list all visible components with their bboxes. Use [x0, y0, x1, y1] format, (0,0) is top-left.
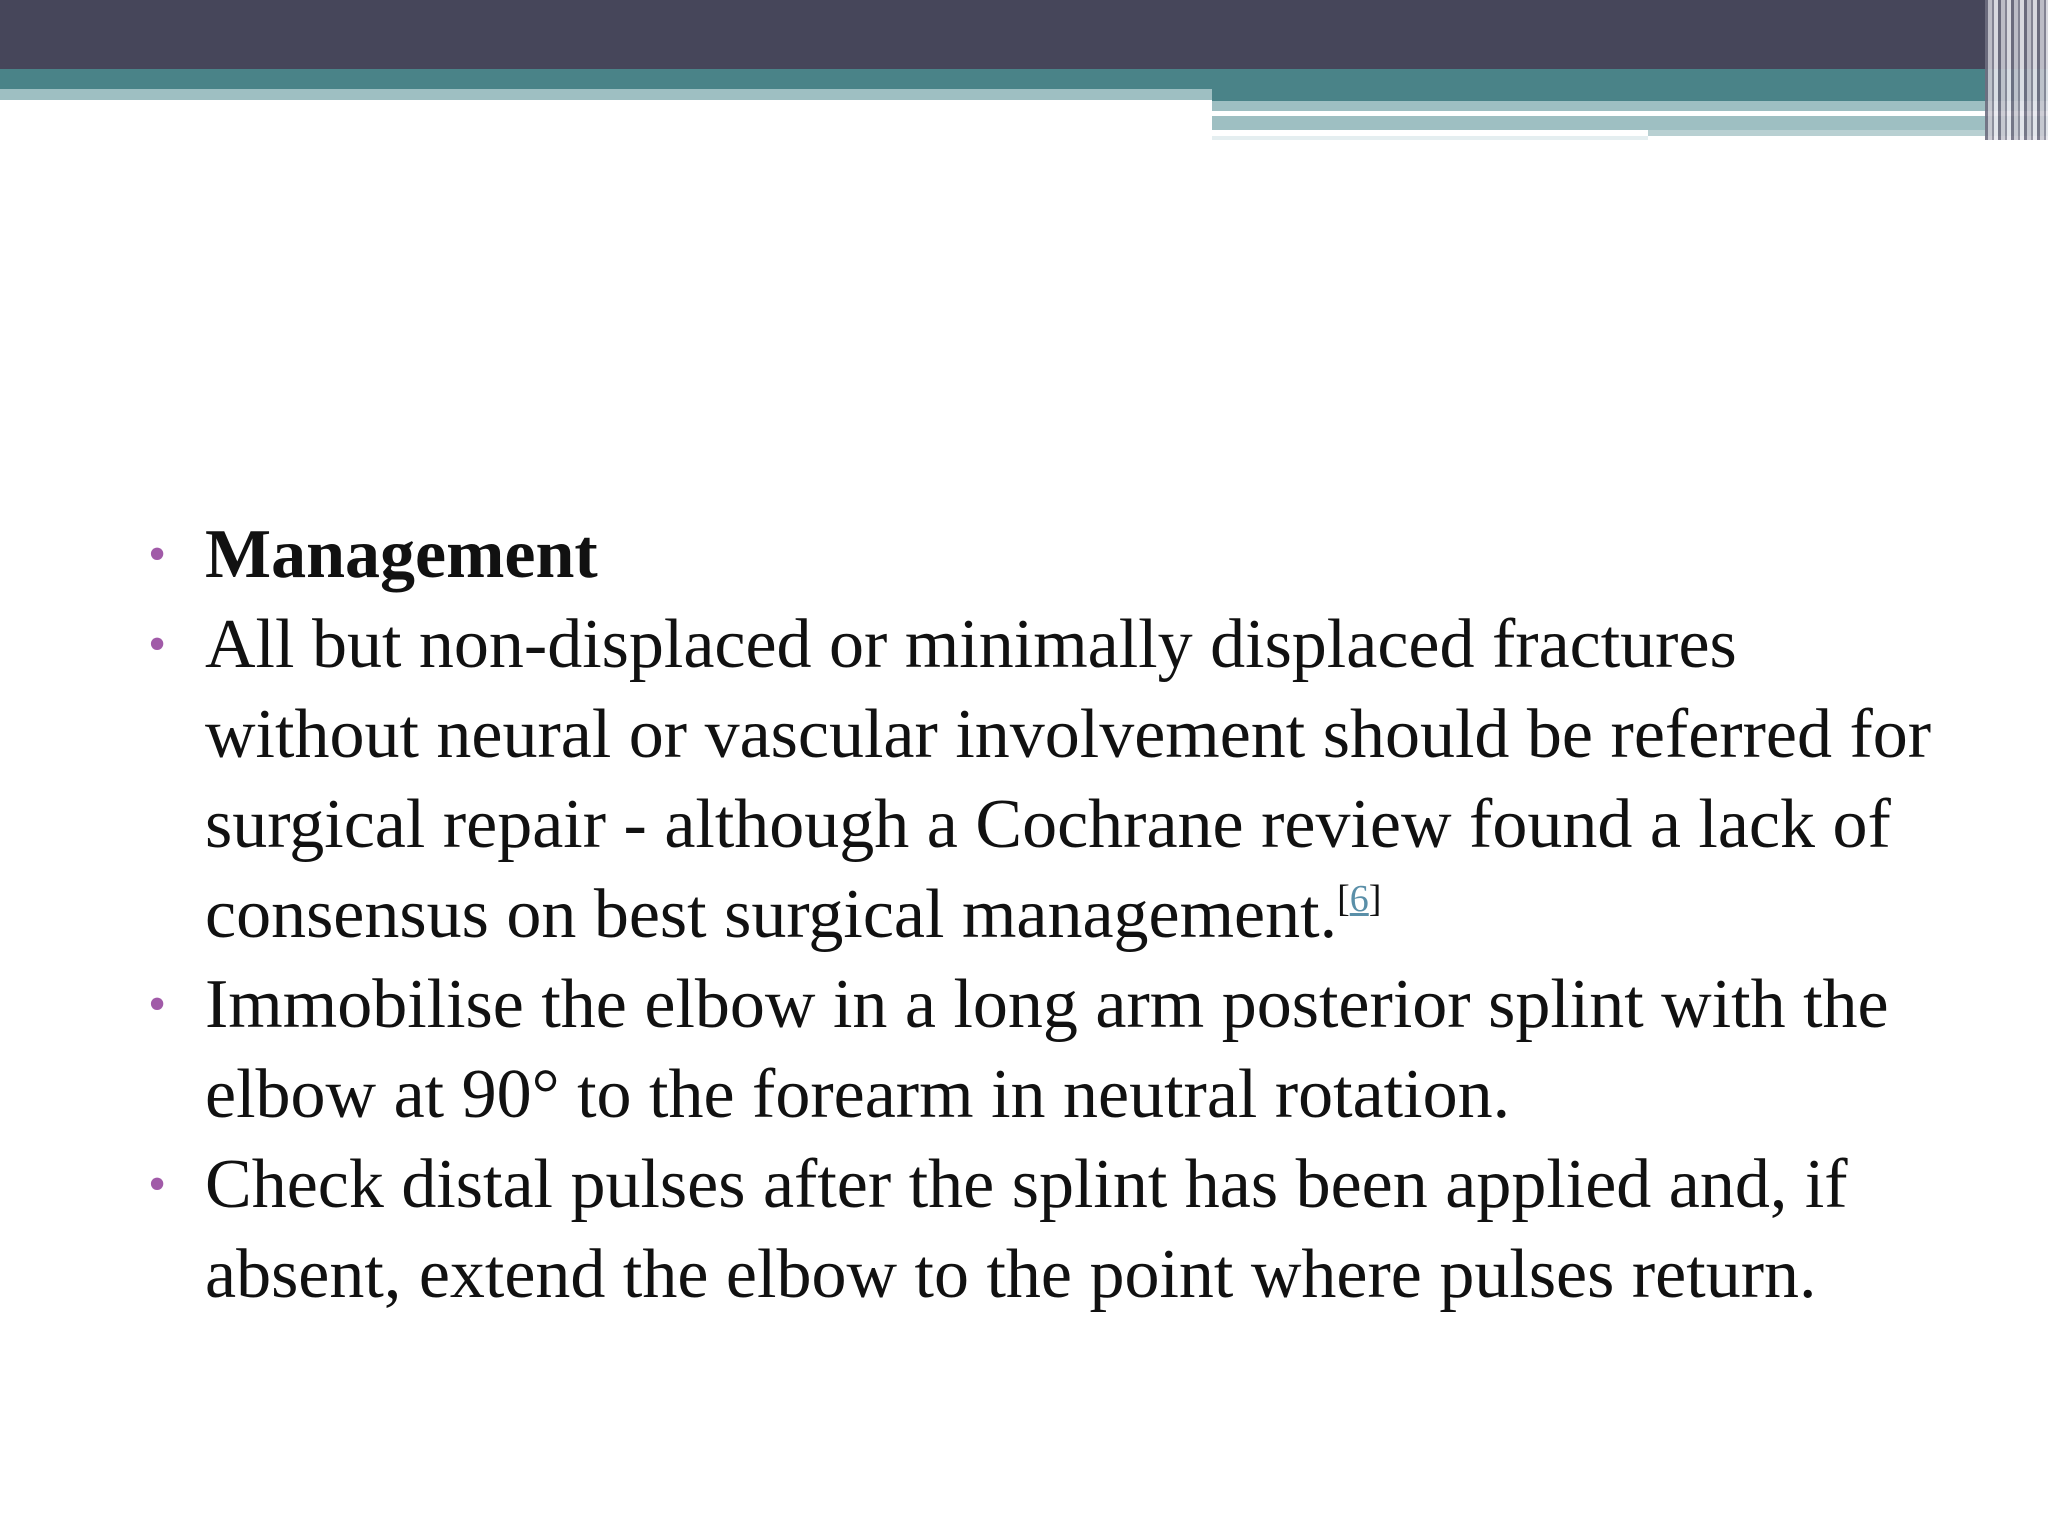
header-band-light-left — [0, 89, 1212, 100]
reference-bracket-close: ] — [1368, 878, 1382, 920]
bullet-item-referral — [140, 600, 1940, 960]
header-band-light-right — [1212, 101, 2048, 111]
header-edge-stripes — [1985, 0, 2048, 140]
bullet-item-management — [140, 510, 1940, 600]
section-heading: Management — [205, 516, 598, 593]
reference-link[interactable]: 6 — [1349, 878, 1369, 920]
header-band-teal-left — [0, 69, 1212, 89]
bullet-item-immobilise — [140, 960, 1940, 1140]
reference-marker — [1337, 878, 1381, 920]
header-band-light-right-lower — [1212, 116, 2048, 130]
bullet-list — [140, 510, 1940, 1320]
bullet-icon: • — [148, 526, 167, 583]
bullet-item-pulses — [140, 1140, 1940, 1320]
bullet-text: Check distal pulses after the splint has been applied and, if absent, extend the elbow to the point where pulses return. — [205, 1146, 1848, 1313]
bullet-text: All but non-displaced or minimally displaced fractures without neural or vascular involvement should be referred for surgical repair - although a Cochrane review found a lack of consensus on best surgical management. — [205, 606, 1932, 953]
bullet-text: Immobilise the elbow in a long arm posterior splint with the elbow at 90° to the forearm in neutral rotation. — [205, 966, 1889, 1133]
reference-bracket-open: [ — [1337, 878, 1350, 920]
header-band-fade — [1212, 136, 1648, 140]
header-band-dark — [0, 0, 2048, 69]
slide-body — [140, 510, 1940, 1320]
header-band-teal-right — [1212, 69, 2048, 101]
bullet-icon: • — [148, 976, 167, 1033]
bullet-icon: • — [148, 1156, 167, 1213]
bullet-icon: • — [148, 616, 167, 673]
